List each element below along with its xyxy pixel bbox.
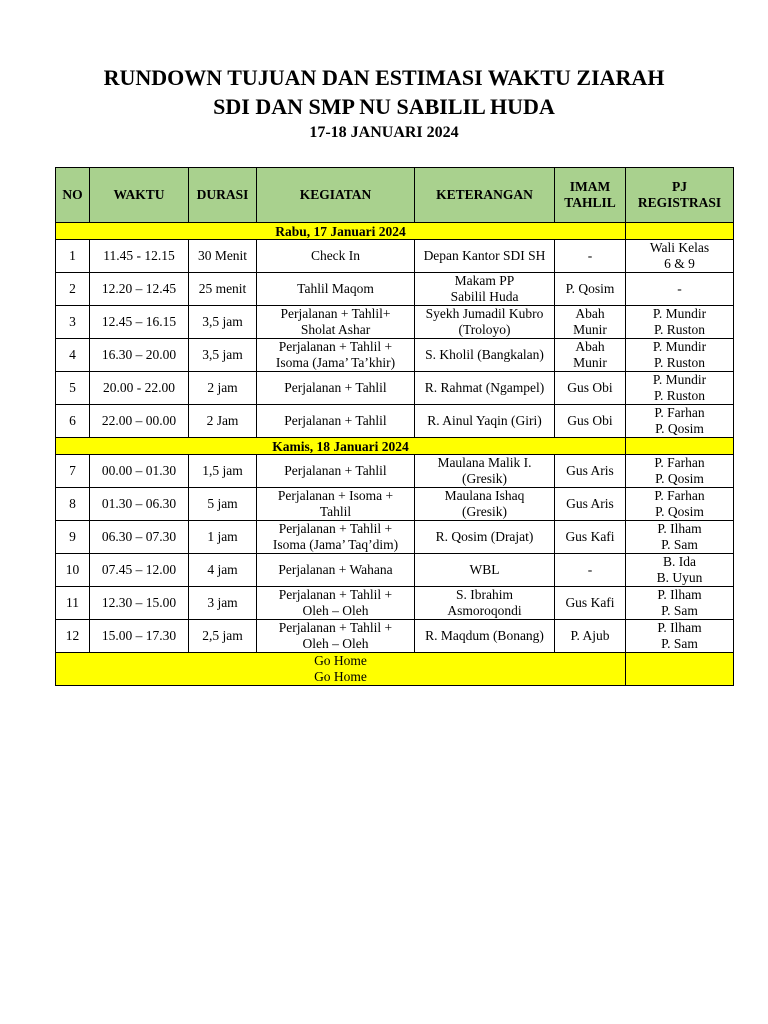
cell-keterangan xyxy=(415,620,555,653)
cell-imam-line: Gus Obi xyxy=(567,413,613,428)
cell-pj xyxy=(626,488,734,521)
cell-no: 5 xyxy=(56,372,90,405)
cell-keterangan xyxy=(415,455,555,488)
cell-kegiatan-line: Tahlil Maqom xyxy=(297,281,374,296)
header-imam-line2: TAHLIL xyxy=(564,195,616,210)
cell-no: 12 xyxy=(56,620,90,653)
cell-pj-line: P. Sam xyxy=(661,537,698,552)
cell-imam-line: Abah xyxy=(575,306,605,321)
cell-imam xyxy=(555,455,626,488)
cell-kegiatan-line: Perjalanan + Tahlil xyxy=(284,380,387,395)
cell-imam-line: P. Ajub xyxy=(570,628,610,643)
table-row xyxy=(56,620,734,653)
cell-imam-line: Gus Kafi xyxy=(565,595,615,610)
cell-waktu: 15.00 – 17.30 xyxy=(90,620,189,653)
cell-imam xyxy=(555,339,626,372)
footer-blank xyxy=(626,653,734,686)
table-row xyxy=(56,521,734,554)
cell-keterangan xyxy=(415,587,555,620)
cell-kegiatan-line: Oleh – Oleh xyxy=(302,603,369,618)
cell-waktu: 20.00 - 22.00 xyxy=(90,372,189,405)
cell-no: 9 xyxy=(56,521,90,554)
cell-keterangan xyxy=(415,273,555,306)
cell-pj-line: P. Farhan xyxy=(654,455,705,470)
cell-imam xyxy=(555,587,626,620)
cell-pj xyxy=(626,372,734,405)
cell-keterangan xyxy=(415,240,555,273)
cell-pj-line: P. Qosim xyxy=(655,421,704,436)
cell-keterangan-line: Sabilil Huda xyxy=(450,289,519,304)
table-row xyxy=(56,306,734,339)
rundown-table xyxy=(55,167,734,686)
cell-waktu: 07.45 – 12.00 xyxy=(90,554,189,587)
cell-keterangan xyxy=(415,405,555,438)
table-row xyxy=(56,273,734,306)
cell-imam-line: Munir xyxy=(573,322,607,337)
cell-kegiatan-line: Perjalanan + Tahlil + xyxy=(278,339,393,354)
cell-no: 2 xyxy=(56,273,90,306)
cell-keterangan xyxy=(415,554,555,587)
cell-pj xyxy=(626,339,734,372)
cell-imam-line: Gus Obi xyxy=(567,380,613,395)
cell-pj-line: P. Mundir xyxy=(652,339,707,354)
cell-imam-line: Gus Aris xyxy=(566,463,614,478)
cell-pj xyxy=(626,405,734,438)
table-row xyxy=(56,455,734,488)
cell-kegiatan-line: Isoma (Jama’ Ta’khir) xyxy=(275,355,396,370)
cell-no: 10 xyxy=(56,554,90,587)
cell-kegiatan xyxy=(257,554,415,587)
cell-kegiatan xyxy=(257,240,415,273)
cell-imam xyxy=(555,405,626,438)
cell-keterangan-line: Maulana Ishaq xyxy=(444,488,525,503)
cell-kegiatan-line: Perjalanan + Wahana xyxy=(278,562,393,577)
cell-keterangan-line: R. Qosim (Drajat) xyxy=(435,529,534,544)
cell-kegiatan xyxy=(257,372,415,405)
cell-keterangan-line: Syekh Jumadil Kubro xyxy=(425,306,544,321)
cell-keterangan-line: WBL xyxy=(469,562,500,577)
table-row xyxy=(56,372,734,405)
cell-keterangan-line: R. Maqdum (Bonang) xyxy=(425,628,544,643)
cell-keterangan-line: (Gresik) xyxy=(462,471,507,486)
table-row xyxy=(56,488,734,521)
cell-durasi: 3,5 jam xyxy=(189,306,257,339)
cell-pj-line: P. Qosim xyxy=(655,504,704,519)
cell-imam-line: Gus Kafi xyxy=(565,529,615,544)
cell-pj-line: P. Ruston xyxy=(653,355,706,370)
cell-keterangan-line: (Troloyo) xyxy=(458,322,511,337)
cell-durasi: 2,5 jam xyxy=(189,620,257,653)
cell-imam xyxy=(555,240,626,273)
cell-keterangan xyxy=(415,488,555,521)
cell-kegiatan xyxy=(257,273,415,306)
cell-waktu: 12.20 – 12.45 xyxy=(90,273,189,306)
cell-imam-line: - xyxy=(587,248,593,263)
cell-no: 7 xyxy=(56,455,90,488)
cell-pj xyxy=(626,273,734,306)
cell-pj xyxy=(626,306,734,339)
cell-keterangan-line: Depan Kantor SDI SH xyxy=(423,248,546,263)
cell-imam-line: Gus Aris xyxy=(566,496,614,511)
cell-no: 1 xyxy=(56,240,90,273)
cell-kegiatan xyxy=(257,620,415,653)
cell-pj-line: P. Ruston xyxy=(653,388,706,403)
cell-kegiatan-line: Perjalanan + Tahlil+ xyxy=(280,306,391,321)
day-header-rabu-blank xyxy=(626,223,734,240)
cell-imam-line: P. Qosim xyxy=(565,281,615,296)
cell-kegiatan xyxy=(257,587,415,620)
header-pj-line1: PJ xyxy=(672,179,687,194)
cell-kegiatan xyxy=(257,306,415,339)
cell-no: 4 xyxy=(56,339,90,372)
cell-pj xyxy=(626,521,734,554)
cell-kegiatan-line: Check In xyxy=(310,248,361,263)
cell-keterangan-line: (Gresik) xyxy=(462,504,507,519)
cell-imam xyxy=(555,273,626,306)
cell-waktu: 01.30 – 06.30 xyxy=(90,488,189,521)
table-body xyxy=(56,223,734,686)
cell-pj-line: P. Ilham xyxy=(657,521,702,536)
cell-imam xyxy=(555,521,626,554)
day-header-kamis-label: Kamis, 18 Januari 2024 xyxy=(56,438,626,455)
cell-pj-line: Wali Kelas xyxy=(649,240,710,255)
cell-pj-line: B. Ida xyxy=(663,554,696,569)
cell-kegiatan-line: Perjalanan + Tahlil xyxy=(284,463,387,478)
cell-kegiatan xyxy=(257,339,415,372)
cell-durasi: 5 jam xyxy=(189,488,257,521)
cell-durasi: 1,5 jam xyxy=(189,455,257,488)
cell-kegiatan-line: Perjalanan + Tahlil + xyxy=(278,587,393,602)
cell-pj-line: P. Ilham xyxy=(657,587,702,602)
go-home-label: Go Home xyxy=(314,669,367,684)
cell-no: 6 xyxy=(56,405,90,438)
header-waktu: WAKTU xyxy=(90,168,189,223)
cell-durasi: 2 jam xyxy=(189,372,257,405)
day-header-kamis xyxy=(56,438,734,455)
cell-pj-line: P. Farhan xyxy=(654,488,705,503)
cell-pj-line: P. Farhan xyxy=(654,405,705,420)
cell-kegiatan-line: Oleh – Oleh xyxy=(302,636,369,651)
cell-keterangan-line: R. Rahmat (Ngampel) xyxy=(424,380,545,395)
cell-durasi: 25 menit xyxy=(189,273,257,306)
table-row xyxy=(56,240,734,273)
cell-keterangan-line: S. Ibrahim xyxy=(456,587,513,602)
cell-kegiatan-line: Sholat Ashar xyxy=(300,322,371,337)
document-subtitle: SDI DAN SMP NU SABILIL HUDA xyxy=(213,94,555,119)
document-title: RUNDOWN TUJUAN DAN ESTIMASI WAKTU ZIARAH xyxy=(103,65,665,90)
cell-kegiatan xyxy=(257,455,415,488)
day-header-rabu xyxy=(56,223,734,240)
footer-row xyxy=(56,653,734,686)
cell-durasi: 30 Menit xyxy=(189,240,257,273)
cell-pj xyxy=(626,554,734,587)
header-imam-tahlil xyxy=(555,168,626,223)
cell-waktu: 16.30 – 20.00 xyxy=(90,339,189,372)
cell-pj-line: P. Mundir xyxy=(652,306,707,321)
cell-waktu: 06.30 – 07.30 xyxy=(90,521,189,554)
day-header-kamis-blank xyxy=(626,438,734,455)
go-home-cell xyxy=(56,653,626,686)
cell-pj-line: B. Uyun xyxy=(656,570,703,585)
cell-pj-line: P. Ilham xyxy=(657,620,702,635)
cell-keterangan xyxy=(415,521,555,554)
cell-pj xyxy=(626,620,734,653)
cell-kegiatan-line: Perjalanan + Tahlil + xyxy=(278,521,393,536)
cell-keterangan-line: Asmoroqondi xyxy=(447,603,522,618)
table-row xyxy=(56,339,734,372)
document-date: 17-18 JANUARI 2024 xyxy=(309,124,459,141)
cell-imam xyxy=(555,306,626,339)
day-header-rabu-label: Rabu, 17 Januari 2024 xyxy=(56,223,626,240)
cell-kegiatan xyxy=(257,521,415,554)
cell-keterangan-line: Makam PP xyxy=(454,273,515,288)
cell-imam-line: Munir xyxy=(573,355,607,370)
cell-kegiatan xyxy=(257,405,415,438)
header-pj-line2: REGISTRASI xyxy=(637,195,722,210)
cell-kegiatan-line: Perjalanan + Isoma + xyxy=(277,488,394,503)
header-kegiatan: KEGIATAN xyxy=(257,168,415,223)
cell-pj-line: P. Mundir xyxy=(652,372,707,387)
cell-durasi: 1 jam xyxy=(189,521,257,554)
cell-keterangan-line: Maulana Malik I. xyxy=(437,455,532,470)
cell-kegiatan-line: Tahlil xyxy=(319,504,352,519)
cell-durasi: 4 jam xyxy=(189,554,257,587)
cell-keterangan xyxy=(415,306,555,339)
cell-kegiatan-line: Perjalanan + Tahlil + xyxy=(278,620,393,635)
header-keterangan: KETERANGAN xyxy=(415,168,555,223)
cell-kegiatan-line: Isoma (Jama’ Taq’dim) xyxy=(272,537,399,552)
table-row xyxy=(56,405,734,438)
cell-waktu: 12.30 – 15.00 xyxy=(90,587,189,620)
cell-pj-line: P. Qosim xyxy=(655,471,704,486)
cell-pj xyxy=(626,587,734,620)
header-pj-registrasi xyxy=(626,168,734,223)
cell-kegiatan-line: Perjalanan + Tahlil xyxy=(284,413,387,428)
cell-pj xyxy=(626,455,734,488)
cell-waktu: 11.45 - 12.15 xyxy=(90,240,189,273)
cell-pj-line: P. Sam xyxy=(661,636,698,651)
header-durasi: DURASI xyxy=(189,168,257,223)
cell-keterangan-line: R. Ainul Yaqin (Giri) xyxy=(427,413,542,428)
cell-durasi: 2 Jam xyxy=(189,405,257,438)
cell-pj-line: P. Ruston xyxy=(653,322,706,337)
cell-no: 8 xyxy=(56,488,90,521)
cell-imam xyxy=(555,372,626,405)
cell-imam xyxy=(555,554,626,587)
cell-imam xyxy=(555,620,626,653)
cell-waktu: 12.45 – 16.15 xyxy=(90,306,189,339)
cell-pj-line: - xyxy=(677,281,682,296)
table-header-row xyxy=(56,168,734,223)
go-home-label: Go Home xyxy=(314,653,367,668)
table-row xyxy=(56,554,734,587)
cell-durasi: 3,5 jam xyxy=(189,339,257,372)
cell-no: 11 xyxy=(56,587,90,620)
cell-waktu: 00.00 – 01.30 xyxy=(90,455,189,488)
cell-pj-line: 6 & 9 xyxy=(664,256,695,271)
cell-keterangan xyxy=(415,372,555,405)
cell-keterangan xyxy=(415,339,555,372)
cell-keterangan-line: S. Kholil (Bangkalan) xyxy=(425,347,544,362)
cell-no: 3 xyxy=(56,306,90,339)
cell-waktu: 22.00 – 00.00 xyxy=(90,405,189,438)
table-row xyxy=(56,587,734,620)
header-no: NO xyxy=(56,168,90,223)
cell-kegiatan xyxy=(257,488,415,521)
cell-imam xyxy=(555,488,626,521)
cell-pj xyxy=(626,240,734,273)
cell-durasi: 3 jam xyxy=(189,587,257,620)
cell-imam-line: Abah xyxy=(575,339,605,354)
header-imam-line1: IMAM xyxy=(569,179,611,194)
cell-imam-line: - xyxy=(587,562,593,577)
cell-pj-line: P. Sam xyxy=(661,603,698,618)
